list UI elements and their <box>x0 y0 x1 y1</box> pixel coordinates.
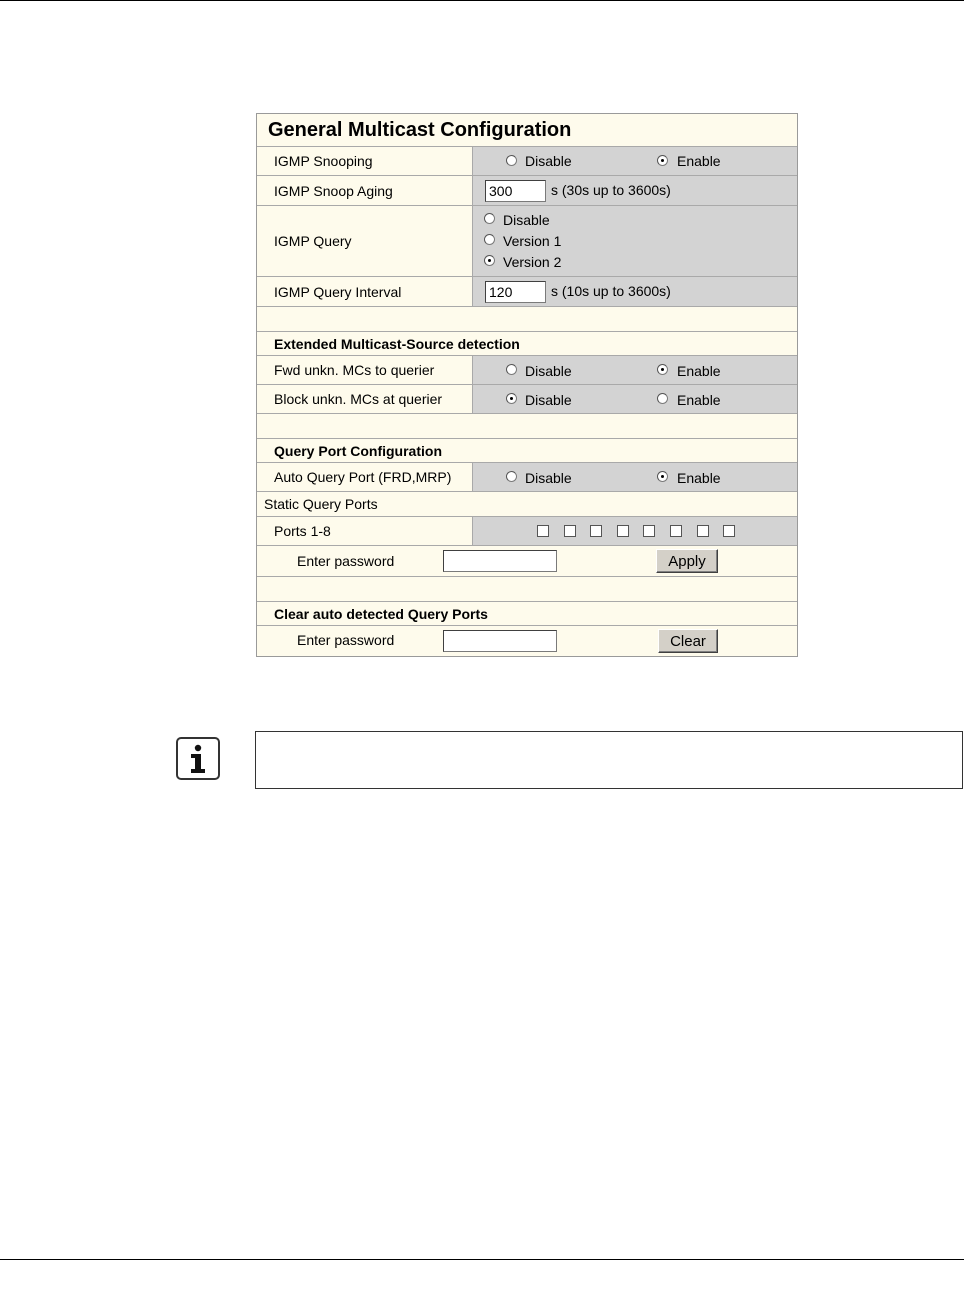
query-interval-label: IGMP Query Interval <box>257 277 473 306</box>
fwd-unknown-enable-radio[interactable] <box>657 364 668 375</box>
snoop-aging-row <box>257 176 797 206</box>
auto-query-port-enable-radio[interactable] <box>657 471 668 482</box>
ports-row <box>257 517 797 546</box>
igmp-query-version2-label: Version 2 <box>503 254 562 270</box>
fwd-unknown-enable-label: Enable <box>677 363 721 379</box>
igmp-snooping-disable-label: Disable <box>525 153 572 169</box>
block-unknown-value <box>473 385 797 413</box>
password-clear-row <box>257 626 797 656</box>
igmp-query-version1-radio[interactable] <box>484 234 495 245</box>
clear-button[interactable]: Clear <box>658 629 718 653</box>
auto-query-port-row <box>257 463 797 492</box>
block-unknown-disable-label: Disable <box>525 392 572 408</box>
auto-query-port-label: Auto Query Port (FRD,MRP) <box>257 463 473 491</box>
auto-query-port-disable-radio[interactable] <box>506 471 517 482</box>
extended-section-heading: Extended Multicast-Source detection <box>257 332 797 356</box>
block-unknown-enable-radio[interactable] <box>657 393 668 404</box>
block-unknown-row <box>257 385 797 414</box>
port-2-checkbox[interactable] <box>564 525 576 537</box>
query-interval-input[interactable] <box>485 281 546 303</box>
info-icon <box>176 737 220 780</box>
port-3-checkbox[interactable] <box>590 525 602 537</box>
fwd-unknown-disable-label: Disable <box>525 363 572 379</box>
password-apply-row <box>257 546 797 577</box>
igmp-snooping-enable-label: Enable <box>677 153 721 169</box>
port-7-checkbox[interactable] <box>697 525 709 537</box>
spacer-row <box>257 414 797 439</box>
fwd-unknown-value <box>473 356 797 384</box>
igmp-query-version1-label: Version 1 <box>503 233 562 249</box>
igmp-query-value <box>473 206 797 276</box>
snoop-aging-input[interactable] <box>485 180 546 202</box>
query-interval-value <box>473 277 797 306</box>
fwd-unknown-row <box>257 356 797 385</box>
igmp-snooping-value <box>473 147 797 175</box>
panel-title: General Multicast Configuration <box>257 114 797 147</box>
port-5-checkbox[interactable] <box>643 525 655 537</box>
password-apply-label: Enter password <box>297 553 395 569</box>
fwd-unknown-label: Fwd unkn. MCs to querier <box>257 356 473 384</box>
ports-label: Ports 1-8 <box>257 517 473 545</box>
port-6-checkbox[interactable] <box>670 525 682 537</box>
query-interval-row <box>257 277 797 307</box>
snoop-aging-suffix: s (30s up to 3600s) <box>551 182 671 198</box>
block-unknown-enable-label: Enable <box>677 392 721 408</box>
password-clear-input[interactable] <box>443 630 557 652</box>
block-unknown-disable-radio[interactable] <box>506 393 517 404</box>
port-1-checkbox[interactable] <box>537 525 549 537</box>
igmp-query-row <box>257 206 797 277</box>
igmp-snooping-row <box>257 147 797 176</box>
bottom-rule <box>0 1259 964 1260</box>
static-query-ports-heading: Static Query Ports <box>257 492 797 517</box>
igmp-snooping-disable-radio[interactable] <box>506 155 517 166</box>
auto-query-port-disable-label: Disable <box>525 470 572 486</box>
fwd-unknown-disable-radio[interactable] <box>506 364 517 375</box>
password-apply-input[interactable] <box>443 550 557 572</box>
igmp-query-disable-radio[interactable] <box>484 213 495 224</box>
auto-query-port-enable-label: Enable <box>677 470 721 486</box>
port-4-checkbox[interactable] <box>617 525 629 537</box>
snoop-aging-label: IGMP Snoop Aging <box>257 176 473 205</box>
spacer-row <box>257 307 797 332</box>
password-clear-label: Enter password <box>297 632 395 648</box>
apply-button[interactable]: Apply <box>656 549 718 573</box>
auto-query-port-value <box>473 463 797 491</box>
query-interval-suffix: s (10s up to 3600s) <box>551 283 671 299</box>
info-icon-glyph <box>178 739 218 778</box>
top-rule <box>0 0 964 1</box>
ports-value <box>473 517 797 545</box>
igmp-snooping-label: IGMP Snooping <box>257 147 473 175</box>
snoop-aging-value <box>473 176 797 205</box>
multicast-config-panel <box>256 113 798 657</box>
igmp-query-version2-radio[interactable] <box>484 255 495 266</box>
igmp-query-disable-label: Disable <box>503 212 550 228</box>
query-port-section-heading: Query Port Configuration <box>257 439 797 463</box>
igmp-snooping-enable-radio[interactable] <box>657 155 668 166</box>
spacer-row <box>257 577 797 602</box>
note-box <box>255 731 963 789</box>
port-8-checkbox[interactable] <box>723 525 735 537</box>
igmp-query-label: IGMP Query <box>257 206 473 276</box>
block-unknown-label: Block unkn. MCs at querier <box>257 385 473 413</box>
clear-section-heading: Clear auto detected Query Ports <box>257 602 797 626</box>
